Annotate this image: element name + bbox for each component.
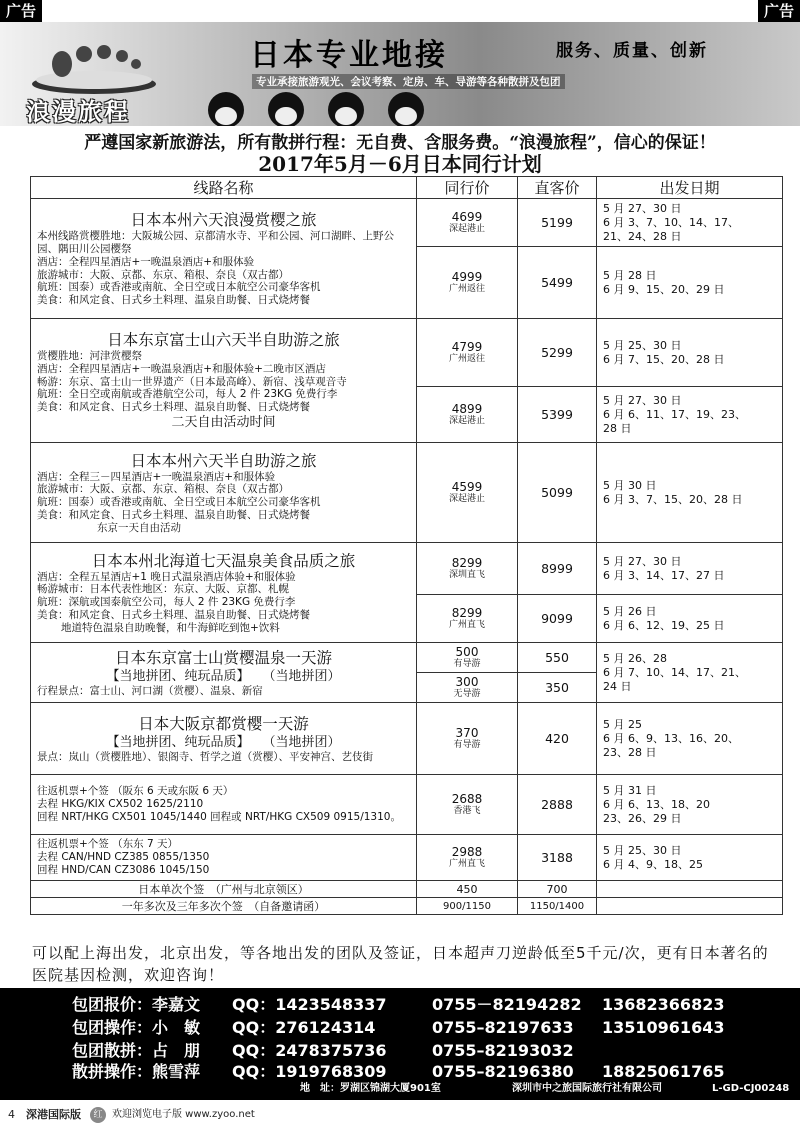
route-cell — [31, 443, 417, 543]
route-desc: 航班：全日空或南航或香港航空公司，每人 2 件 23KG 免费行李 — [37, 388, 338, 401]
tour-plan-table — [30, 176, 783, 915]
contact-role: 包团报价：李嘉文 — [72, 995, 201, 1014]
price-value: 4599 — [451, 480, 483, 494]
route-desc: 往返机票+个签 （东东 7 天） — [37, 838, 178, 851]
header-trade-price: 同行价 — [417, 177, 518, 199]
price-note: 广州直飞 — [448, 620, 485, 630]
date-line: 6 月 3、7、15、20、28 日 — [603, 492, 743, 506]
route-desc: 美食：和风定食、日式乡土料理、温泉自助餐、日式烧烤餐 — [37, 294, 310, 307]
departure-dates — [597, 247, 783, 319]
contact-row — [72, 994, 724, 1016]
contact-mobile: 18825061765 — [602, 1062, 725, 1081]
route-cell — [31, 703, 417, 775]
date-line: 5 月 27、30 日 — [603, 393, 682, 407]
table-row — [31, 775, 783, 835]
table-row — [31, 703, 783, 775]
page-footer — [0, 1102, 800, 1128]
date-line: 5 月 25、30 日 — [603, 843, 682, 857]
ad-tag-right: 广告 — [758, 0, 800, 22]
route-title: 日本大阪京都赏樱一天游 — [138, 714, 309, 733]
date-line: 24 日 — [603, 679, 632, 693]
contact-tel: 0755－82194282 — [432, 995, 582, 1014]
company-address: 地 址：罗湖区锦湖大厦901室 — [300, 1083, 441, 1094]
departure-dates — [597, 443, 783, 543]
departure-dates — [597, 319, 783, 387]
kids-illustration-icon — [196, 80, 456, 126]
route-desc: 酒店：全程三－四星酒店+一晚温泉酒店+和服体验 — [37, 470, 276, 483]
route-desc: 去程 CAN/HND CZ385 0855/1350 — [37, 851, 210, 864]
table-row — [31, 898, 783, 915]
direct-price: 3188 — [518, 835, 597, 881]
date-line: 5 月 26、28 — [603, 651, 667, 665]
direct-price: 9099 — [518, 595, 597, 643]
trade-price: 900/1150 — [417, 898, 518, 915]
price-value: 370 — [455, 726, 479, 740]
table-row — [31, 443, 783, 543]
trade-price: 450 — [417, 881, 518, 898]
header-departure: 出发日期 — [597, 177, 783, 199]
route-desc: 畅游城市：日本代表性地区：东京、大阪、京都、札幌 — [37, 583, 289, 596]
brand-name: 浪漫旅程 — [26, 98, 130, 126]
trade-price — [417, 595, 518, 643]
date-line: 5 月 26 日 — [603, 604, 657, 618]
date-line: 5 月 28 日 — [603, 268, 657, 282]
departure-dates — [597, 199, 783, 247]
contact-role: 包团操作：小 敏 — [72, 1018, 201, 1037]
date-line: 23、28 日 — [603, 745, 657, 759]
price-value: 8299 — [451, 556, 483, 570]
edition-badge-icon: 红 — [90, 1107, 106, 1123]
route-desc: 航班：国泰）或香港或南航、全日空或日本航空公司豪华客机 — [37, 496, 321, 509]
contact-tel: 0755–82197633 — [432, 1018, 574, 1037]
route-desc: 本州线路赏樱胜地：大阪城公园、京都清水寺、平和公园、河口湖畔、上野公园、隅田川公园樱祭 — [37, 230, 394, 255]
departure-dates — [597, 775, 783, 835]
departure-dates — [597, 703, 783, 775]
route-extra: 东京一天自由活动 — [97, 521, 181, 534]
visa-label: 一年多次及三年多次个签 （自备邀请函） — [31, 898, 417, 915]
date-line: 6 月 3、7、10、14、17、 — [603, 215, 739, 229]
date-line: 6 月 6、13、18、20 — [603, 797, 710, 811]
price-note: 广州直飞 — [448, 859, 485, 869]
date-line: 5 月 27、30 日 — [603, 554, 682, 568]
route-desc: 往返机票+个签 （阪东 6 天或东阪 6 天） — [37, 785, 234, 798]
license-number: L-GD-CJ00248 — [712, 1083, 790, 1094]
contact-qq: QQ：1423548337 — [232, 995, 387, 1014]
contact-tel: 0755–82193032 — [432, 1041, 574, 1060]
date-line: 6 月 6、11、17、19、23、 — [603, 407, 746, 421]
price-note: 广州返往 — [448, 284, 485, 294]
departure-dates — [597, 643, 783, 703]
direct-price: 350 — [518, 673, 597, 703]
route-desc: 行程景点：富士山、河口湖（赏樱）、温泉、新宿 — [37, 684, 263, 697]
header-direct-price: 直客价 — [518, 177, 597, 199]
table-row — [31, 643, 783, 673]
trade-price — [417, 775, 518, 835]
trade-price — [417, 835, 518, 881]
route-desc: 赏樱胜地：河津赏樱祭 — [37, 350, 142, 362]
route-desc: 畅游：东京、富士山一世界遗产（日本最高峰）、新宿、浅草观音寺 — [37, 375, 347, 388]
date-line: 6 月 6、9、13、16、20、 — [603, 731, 739, 745]
contact-role: 包团散拼：占 朋 — [72, 1041, 201, 1060]
direct-price: 5399 — [518, 387, 597, 443]
route-title: 日本本州六天浪漫赏樱之旅 — [130, 211, 317, 230]
date-line: 21、24、28 日 — [603, 229, 682, 243]
price-value: 2988 — [451, 845, 483, 859]
date-line: 5 月 25、30 日 — [603, 338, 682, 352]
route-desc: 美食：和风定食、日式乡土料理、温泉自助餐、日式烧烤餐 — [37, 401, 310, 414]
trade-price — [417, 199, 518, 247]
empty-cell — [597, 881, 783, 898]
edition-label: 深港国际版 — [26, 1108, 81, 1121]
price-value: 4699 — [451, 210, 483, 224]
contact-row — [72, 1017, 724, 1039]
price-note: 深起港止 — [448, 416, 485, 426]
route-title: 日本本州六天半自助游之旅 — [130, 451, 317, 470]
date-line: 6 月 9、15、20、29 日 — [603, 282, 725, 296]
table-row — [31, 199, 783, 247]
price-note: 无导游 — [453, 689, 481, 699]
price-note: 深圳直飞 — [448, 570, 485, 580]
price-note: 深起港止 — [448, 224, 485, 234]
table-row — [31, 543, 783, 595]
direct-price: 700 — [518, 881, 597, 898]
route-desc: 旅游城市：大阪、京都、东京、箱根、奈良（双古都） — [37, 483, 289, 496]
date-line: 6 月 4、9、18、25 — [603, 857, 703, 871]
route-subtitle: 【当地拼团、纯玩品质】 （当地拼团） — [106, 668, 341, 684]
banner-title: 日本专业地接 — [250, 38, 448, 73]
price-value: 4799 — [451, 340, 483, 354]
route-desc: 酒店：全程四星酒店+一晚温泉酒店+和服体验+二晚市区酒店 — [37, 362, 326, 375]
price-note: 有导游 — [453, 740, 481, 750]
trade-price — [417, 247, 518, 319]
price-value: 500 — [455, 645, 479, 659]
banner-subtitle: 专业承接旅游观光、会议考察、定房、车、导游等各种散拼及包团 — [252, 74, 565, 89]
trade-price — [417, 543, 518, 595]
date-line: 6 月 7、10、14、17、21、 — [603, 665, 746, 679]
price-note: 广州返往 — [448, 354, 485, 364]
date-line: 5 月 31 日 — [603, 783, 657, 797]
visa-label: 日本单次个签 （广州与北京领区） — [31, 881, 417, 898]
route-title: 日本东京富士山赏樱温泉一天游 — [114, 648, 332, 667]
route-subtitle: 【当地拼团、纯玩品质】 （当地拼团） — [106, 734, 341, 750]
route-desc: 航班：国泰）或香港或南航、全日空或日本航空公司豪华客机 — [37, 281, 321, 294]
route-desc: 酒店：全程四星酒店+一晚温泉酒店+和服体验 — [37, 255, 255, 268]
route-desc: 美食：和风定食、日式乡土料理、温泉自助餐、日式烧烤餐 — [37, 508, 310, 521]
contact-qq: QQ：276124314 — [232, 1018, 376, 1037]
table-row — [31, 319, 783, 387]
direct-price: 420 — [518, 703, 597, 775]
header-route: 线路名称 — [31, 177, 417, 199]
price-value: 4899 — [451, 402, 483, 416]
route-extra: 地道特色温泉自助晚餐，和牛海鲜吃到饱+饮料 — [61, 621, 280, 634]
footer-note: 可以配上海出发，北京出发，等各地出发的团队及签证，日本超声刀逆龄低至5千元/次，更有日本著名的医院基因检测，欢迎咨询！ — [32, 944, 769, 984]
price-note: 香港飞 — [453, 806, 481, 816]
table-header-row — [31, 177, 783, 199]
contact-tel: 0755–82196380 — [432, 1062, 574, 1081]
date-line: 23、26、29 日 — [603, 811, 682, 825]
date-line: 6 月 7、15、20、28 日 — [603, 352, 725, 366]
contact-row — [72, 1061, 724, 1083]
date-line: 5 月 27、30 日 — [603, 201, 682, 215]
trade-price — [417, 703, 518, 775]
direct-price: 8999 — [518, 543, 597, 595]
route-desc: 美食：和风定食、日式乡土料理、温泉自助餐、日式烧烤餐 — [37, 608, 310, 621]
contact-row — [72, 1040, 602, 1062]
route-cell — [31, 319, 417, 443]
route-desc: 回程 NRT/HKG CX501 1045/1440 回程或 NRT/HKG CX509 0915/1310。 — [37, 810, 401, 823]
contact-qq: QQ：2478375736 — [232, 1041, 387, 1060]
route-desc: 回程 HND/CAN CZ3086 1045/150 — [37, 863, 210, 876]
direct-price: 5499 — [518, 247, 597, 319]
header-banner — [0, 22, 800, 126]
trade-price — [417, 643, 518, 673]
price-value: 2688 — [451, 792, 483, 806]
route-cell — [31, 775, 417, 835]
route-desc: 旅游城市：大阪、京都、东京、箱根、奈良（双古都） — [37, 268, 289, 281]
banner-slogan: 服务、质量、创新 — [556, 41, 708, 61]
plan-title: 2017年5月－6月日本同行计划 — [258, 152, 542, 176]
trade-price — [417, 387, 518, 443]
direct-price: 550 — [518, 643, 597, 673]
departure-dates — [597, 543, 783, 595]
trade-price — [417, 673, 518, 703]
headline: 严遵国家新旅游法，所有散拼行程：无自费、含服务费。“浪漫旅程”，信心的保证！ — [84, 133, 716, 153]
direct-price: 5099 — [518, 443, 597, 543]
route-title: 日本本州北海道七天温泉美食品质之旅 — [91, 551, 356, 570]
page-number: 4 — [8, 1108, 15, 1121]
date-line: 5 月 25 — [603, 717, 642, 731]
route-cell — [31, 835, 417, 881]
date-line: 6 月 6、12、19、25 日 — [603, 618, 725, 632]
date-line: 6 月 3、14、17、27 日 — [603, 568, 725, 582]
date-line: 28 日 — [603, 421, 632, 435]
route-cell — [31, 643, 417, 703]
ad-tag-left: 广告 — [0, 0, 42, 22]
table-row — [31, 835, 783, 881]
contact-box — [0, 988, 800, 1100]
route-desc: 去程 HKG/KIX CX502 1625/2110 — [37, 798, 204, 811]
price-value: 300 — [455, 675, 479, 689]
direct-price: 5299 — [518, 319, 597, 387]
route-desc: 酒店：全程五星酒店+1 晚日式温泉酒店体验+和服体验 — [37, 570, 296, 583]
direct-price: 2888 — [518, 775, 597, 835]
price-value: 8299 — [451, 606, 483, 620]
contact-qq: QQ：1919768309 — [232, 1062, 387, 1081]
contact-mobile: 13510961643 — [602, 1018, 725, 1037]
price-note: 有导游 — [453, 659, 481, 669]
price-value: 4999 — [451, 270, 483, 284]
table-row — [31, 881, 783, 898]
contact-role: 散拼操作：熊雪萍 — [72, 1062, 201, 1081]
direct-price: 1150/1400 — [518, 898, 597, 915]
contact-mobile: 13682366823 — [602, 995, 725, 1014]
price-note: 深起港止 — [448, 494, 485, 504]
departure-dates — [597, 835, 783, 881]
website-link[interactable]: 欢迎浏览电子版 www.zyoo.net — [112, 1109, 255, 1120]
date-line: 5 月 30 日 — [603, 478, 657, 492]
direct-price: 5199 — [518, 199, 597, 247]
empty-cell — [597, 898, 783, 915]
route-desc: 航班：深航或国泰航空公司，每人 2 件 23KG 免费行李 — [37, 596, 296, 609]
company-name: 深圳市中之旅国际旅行社有限公司 — [512, 1083, 662, 1094]
departure-dates — [597, 595, 783, 643]
route-cell — [31, 543, 417, 643]
departure-dates — [597, 387, 783, 443]
route-title: 日本东京富士山六天半自助游之旅 — [107, 331, 340, 349]
route-cell — [31, 199, 417, 319]
trade-price — [417, 443, 518, 543]
route-desc: 景点：岚山（赏樱胜地）、银阁寺、哲学之道（赏樱）、平安神宫、艺伎街 — [37, 750, 373, 763]
trade-price — [417, 319, 518, 387]
route-extra: 二天自由活动时间 — [171, 414, 276, 430]
